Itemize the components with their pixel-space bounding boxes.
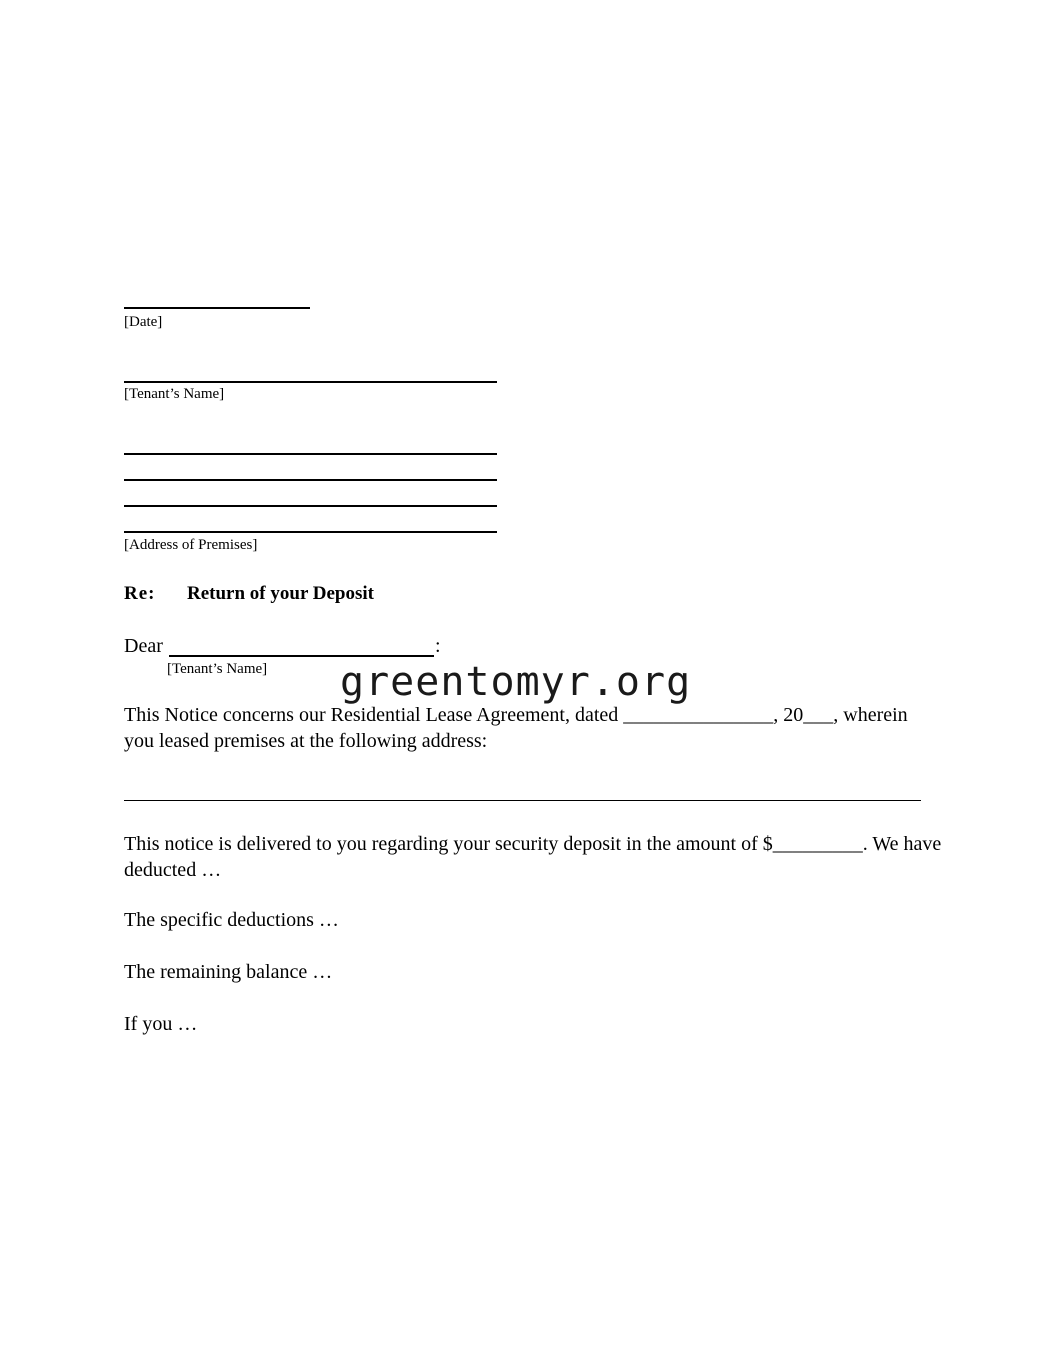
address-blank-line-4	[124, 531, 497, 533]
salutation-name-label: [Tenant’s Name]	[167, 661, 268, 677]
tenant-name-blank-line	[124, 381, 497, 383]
address-blank-line-2	[124, 479, 497, 481]
paragraph-if-you: If you …	[124, 1013, 198, 1035]
salutation-blank-line	[169, 655, 434, 657]
paragraph-line: you leased premises at the following address:	[124, 730, 488, 752]
address-blank-line-1	[124, 453, 497, 455]
watermark: greentomyr.org	[340, 659, 692, 705]
address-blank-line-3	[124, 505, 497, 507]
subject-line: Return of your Deposit	[187, 583, 375, 604]
salutation: Dear	[124, 635, 163, 657]
paragraph-security-deposit	[124, 831, 942, 883]
date-label: [Date]	[124, 314, 163, 330]
salutation-colon: :	[435, 635, 441, 657]
date-blank-line	[124, 307, 310, 309]
paragraph-line: This notice is delivered to you regarding your security deposit in the amount of $_________. We have	[124, 833, 942, 855]
re-label: Re:	[124, 583, 156, 604]
address-label: [Address of Premises]	[124, 537, 258, 553]
paragraph-remaining-balance: The remaining balance …	[124, 961, 333, 983]
tenant-name-label: [Tenant’s Name]	[124, 386, 225, 402]
paragraph-lease-reference	[124, 702, 934, 754]
paragraph-line: This Notice concerns our Residential Lease Agreement, dated _______________, 20___, wherein	[124, 704, 908, 726]
paragraph-line: deducted …	[124, 859, 222, 881]
paragraph-specific-deductions: The specific deductions …	[124, 909, 339, 931]
premises-address-blank-line	[124, 800, 921, 801]
